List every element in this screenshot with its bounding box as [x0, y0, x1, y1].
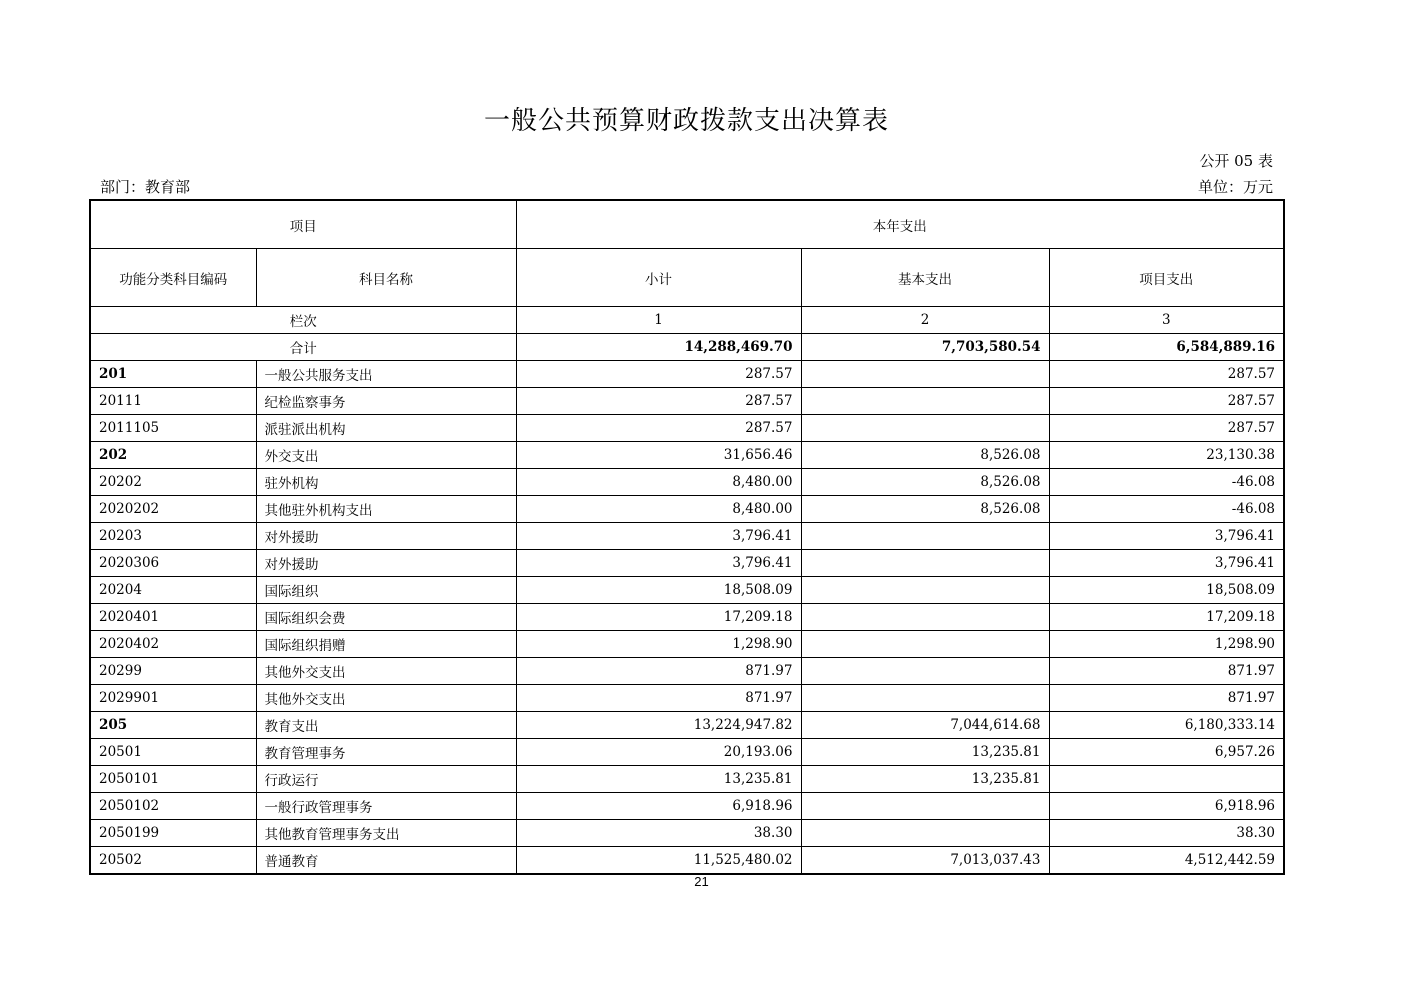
row-project: 287.57	[1049, 388, 1284, 415]
row-code: 202	[90, 442, 256, 469]
row-project: 3,796.41	[1049, 523, 1284, 550]
total-basic: 7,703,580.54	[801, 334, 1049, 361]
row-basic: 8,526.08	[801, 442, 1049, 469]
row-code: 2020306	[90, 550, 256, 577]
row-basic	[801, 523, 1049, 550]
row-project: 6,180,333.14	[1049, 712, 1284, 739]
table-row	[90, 415, 1284, 442]
row-subtotal: 3,796.41	[516, 523, 801, 550]
header-item: 项目	[90, 200, 516, 249]
table-row	[90, 496, 1284, 523]
row-code: 20299	[90, 658, 256, 685]
row-name: 纪检监察事务	[256, 388, 516, 415]
header-code: 功能分类科目编码	[90, 249, 256, 307]
department-label: 部门：教育部	[100, 178, 191, 196]
row-code: 20202	[90, 469, 256, 496]
row-code: 2011105	[90, 415, 256, 442]
row-code: 20203	[90, 523, 256, 550]
table-row	[90, 739, 1284, 766]
page-title: 一般公共预算财政拨款支出决算表	[483, 106, 889, 136]
table-row	[90, 388, 1284, 415]
row-project: -46.08	[1049, 469, 1284, 496]
total-label: 合计	[90, 334, 516, 361]
row-name: 国际组织会费	[256, 604, 516, 631]
row-project: 17,209.18	[1049, 604, 1284, 631]
row-basic	[801, 415, 1049, 442]
row-project: 287.57	[1049, 361, 1284, 388]
row-subtotal: 6,918.96	[516, 793, 801, 820]
row-name: 其他驻外机构支出	[256, 496, 516, 523]
row-code: 20204	[90, 577, 256, 604]
row-basic	[801, 550, 1049, 577]
row-name: 其他外交支出	[256, 658, 516, 685]
row-code: 20502	[90, 847, 256, 875]
row-project: 871.97	[1049, 685, 1284, 712]
column-index-2: 2	[801, 307, 1049, 334]
row-basic: 13,235.81	[801, 766, 1049, 793]
row-project: 287.57	[1049, 415, 1284, 442]
row-code: 205	[90, 712, 256, 739]
row-project: -46.08	[1049, 496, 1284, 523]
column-index-label: 栏次	[90, 307, 516, 334]
total-row	[90, 334, 1284, 361]
table-row	[90, 712, 1284, 739]
row-name: 其他教育管理事务支出	[256, 820, 516, 847]
table-row	[90, 766, 1284, 793]
row-project: 18,508.09	[1049, 577, 1284, 604]
row-basic	[801, 631, 1049, 658]
expenditure-table	[89, 199, 1285, 875]
row-name: 一般行政管理事务	[256, 793, 516, 820]
row-code: 201	[90, 361, 256, 388]
header-basic: 基本支出	[801, 249, 1049, 307]
row-project	[1049, 766, 1284, 793]
row-subtotal: 287.57	[516, 361, 801, 388]
row-code: 2050101	[90, 766, 256, 793]
row-name: 一般公共服务支出	[256, 361, 516, 388]
row-basic: 8,526.08	[801, 469, 1049, 496]
row-subtotal: 31,656.46	[516, 442, 801, 469]
row-subtotal: 871.97	[516, 685, 801, 712]
header-project: 项目支出	[1049, 249, 1284, 307]
row-code: 2020202	[90, 496, 256, 523]
row-name: 外交支出	[256, 442, 516, 469]
table-row	[90, 577, 1284, 604]
row-name: 其他外交支出	[256, 685, 516, 712]
header-row-1	[90, 200, 1284, 249]
row-project: 3,796.41	[1049, 550, 1284, 577]
header-current-year: 本年支出	[516, 200, 1284, 249]
header-row-2	[90, 249, 1284, 307]
row-name: 教育支出	[256, 712, 516, 739]
row-code: 2029901	[90, 685, 256, 712]
row-basic	[801, 658, 1049, 685]
table-row	[90, 658, 1284, 685]
row-subtotal: 17,209.18	[516, 604, 801, 631]
row-subtotal: 8,480.00	[516, 496, 801, 523]
total-project: 6,584,889.16	[1049, 334, 1284, 361]
row-project: 871.97	[1049, 658, 1284, 685]
row-code: 2050102	[90, 793, 256, 820]
table-row	[90, 523, 1284, 550]
page-number: 21	[694, 874, 709, 889]
row-basic: 7,044,614.68	[801, 712, 1049, 739]
row-subtotal: 287.57	[516, 415, 801, 442]
row-basic: 8,526.08	[801, 496, 1049, 523]
total-subtotal: 14,288,469.70	[516, 334, 801, 361]
row-name: 对外援助	[256, 523, 516, 550]
column-index-row	[90, 307, 1284, 334]
row-subtotal: 20,193.06	[516, 739, 801, 766]
row-subtotal: 38.30	[516, 820, 801, 847]
table-row	[90, 550, 1284, 577]
row-subtotal: 1,298.90	[516, 631, 801, 658]
row-project: 6,957.26	[1049, 739, 1284, 766]
column-index-1: 1	[516, 307, 801, 334]
table-row	[90, 604, 1284, 631]
row-name: 派驻派出机构	[256, 415, 516, 442]
header-name: 科目名称	[256, 249, 516, 307]
row-project: 1,298.90	[1049, 631, 1284, 658]
row-name: 对外援助	[256, 550, 516, 577]
row-code: 20501	[90, 739, 256, 766]
unit-label: 单位：万元	[1197, 178, 1273, 196]
row-basic	[801, 793, 1049, 820]
row-name: 国际组织	[256, 577, 516, 604]
row-code: 2020402	[90, 631, 256, 658]
row-code: 2020401	[90, 604, 256, 631]
row-project: 23,130.38	[1049, 442, 1284, 469]
row-subtotal: 13,224,947.82	[516, 712, 801, 739]
row-basic	[801, 604, 1049, 631]
row-basic	[801, 388, 1049, 415]
header-subtotal: 小计	[516, 249, 801, 307]
row-subtotal: 13,235.81	[516, 766, 801, 793]
row-subtotal: 8,480.00	[516, 469, 801, 496]
row-code: 2050199	[90, 820, 256, 847]
table-row	[90, 631, 1284, 658]
row-name: 行政运行	[256, 766, 516, 793]
row-basic	[801, 361, 1049, 388]
table-row	[90, 685, 1284, 712]
row-basic	[801, 577, 1049, 604]
row-subtotal: 3,796.41	[516, 550, 801, 577]
row-code: 20111	[90, 388, 256, 415]
row-project: 6,918.96	[1049, 793, 1284, 820]
table-row	[90, 361, 1284, 388]
row-basic: 13,235.81	[801, 739, 1049, 766]
table-row	[90, 847, 1284, 875]
row-project: 38.30	[1049, 820, 1284, 847]
row-basic: 7,013,037.43	[801, 847, 1049, 875]
row-basic	[801, 820, 1049, 847]
row-subtotal: 287.57	[516, 388, 801, 415]
row-subtotal: 11,525,480.02	[516, 847, 801, 875]
row-basic	[801, 685, 1049, 712]
row-project: 4,512,442.59	[1049, 847, 1284, 875]
row-name: 国际组织捐赠	[256, 631, 516, 658]
table-number: 公开 05 表	[1199, 152, 1273, 170]
row-name: 普通教育	[256, 847, 516, 875]
column-index-3: 3	[1049, 307, 1284, 334]
table-row	[90, 442, 1284, 469]
table-row	[90, 793, 1284, 820]
table-row	[90, 469, 1284, 496]
row-subtotal: 871.97	[516, 658, 801, 685]
row-name: 驻外机构	[256, 469, 516, 496]
table-row	[90, 820, 1284, 847]
row-name: 教育管理事务	[256, 739, 516, 766]
row-subtotal: 18,508.09	[516, 577, 801, 604]
